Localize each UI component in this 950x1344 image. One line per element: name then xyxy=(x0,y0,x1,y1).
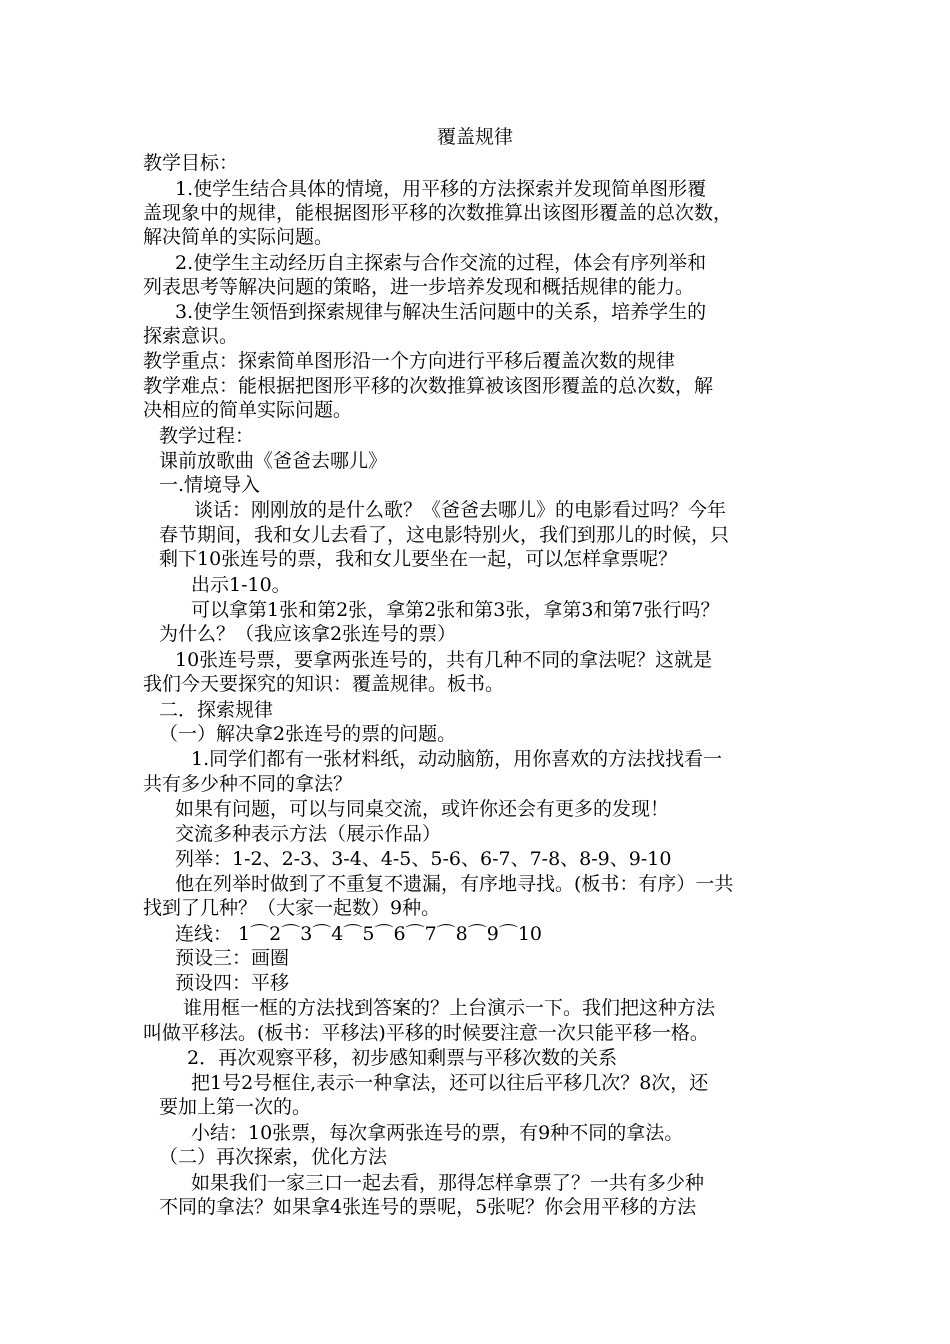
text-line: 解决简单的实际问题。 xyxy=(143,226,334,248)
text-line: 列举：1-2、2-3、3-4、4-5、5-6、6-7、7-8、8-9、9-10 xyxy=(175,848,672,870)
text-line: 交流多种表示方法（展示作品） xyxy=(175,823,442,845)
text-line: 教学过程： xyxy=(159,425,255,447)
document-title: 覆盖规律 xyxy=(436,126,513,148)
text-line: 我们今天要探究的知识：覆盖规律。板书。 xyxy=(143,673,505,695)
text-line: 1.使学生结合具体的情境，用平移的方法探索并发现简单图形覆 xyxy=(175,178,707,200)
text-line: 10张连号票，要拿两张连号的，共有几种不同的拿法呢？这就是 xyxy=(175,649,713,671)
text-line: 盖现象中的规律，能根据图形平移的次数推算出该图形覆盖的总次数， xyxy=(143,202,733,224)
text-line: 出示1-10。 xyxy=(191,574,291,596)
text-line: 小结：10张票，每次拿两张连号的票，有9种不同的拿法。 xyxy=(191,1122,684,1144)
text-line: （二）再次探索，优化方法 xyxy=(159,1146,388,1168)
text-line: 共有多少种不同的拿法？ xyxy=(143,773,353,795)
text-line: 叫做平移法。(板书：平移法)平移的时候要注意一次只能平移一格。 xyxy=(143,1022,709,1044)
text-line: 教学难点：能根据把图形平移的次数推算被该图形覆盖的总次数，解 xyxy=(143,375,714,397)
text-line: 教学重点：探索简单图形沿一个方向进行平移后覆盖次数的规律 xyxy=(143,350,676,372)
text-line: 预设三：画圈 xyxy=(175,947,290,969)
text-line: 要加上第一次的。 xyxy=(159,1096,312,1118)
text-line: 列表思考等解决问题的策略，进一步培养发现和概括规律的能力。 xyxy=(143,276,695,298)
text-line: 剩下10张连号的票，我和女儿要坐在一起，可以怎样拿票呢？ xyxy=(159,548,678,570)
text-line: 预设四：平移 xyxy=(175,972,290,994)
text-line: 不同的拿法？如果拿4张连号的票呢，5张呢？你会用平移的方法 xyxy=(159,1196,697,1218)
text-line: 2．再次观察平移，初步感知剩票与平移次数的关系 xyxy=(187,1047,618,1069)
text-line: 谈话：刚刚放的是什么歌？《爸爸去哪儿》的电影看过吗？今年 xyxy=(194,499,727,521)
text-line: 连线： 1⌒2⌒3⌒4⌒5⌒6⌒7⌒8⌒9⌒10 xyxy=(175,923,543,945)
text-line: （一）解决拿2张连号的票的问题。 xyxy=(159,723,457,745)
section-heading: 一.情境导入 xyxy=(159,474,261,496)
text-line: 课前放歌曲《爸爸去哪儿》 xyxy=(159,450,388,472)
text-line: 如果我们一家三口一起去看，那得怎样拿票了？一共有多少种 xyxy=(191,1172,705,1194)
text-line: 1.同学们都有一张材料纸，动动脑筋，用你喜欢的方法找找看一 xyxy=(191,748,723,770)
text-line: 找到了几种？（大家一起数）9种。 xyxy=(143,897,441,919)
text-line: 如果有问题，可以与同桌交流，或许你还会有更多的发现！ xyxy=(175,798,670,820)
text-line: 春节期间，我和女儿去看了，这电影特别火，我们到那儿的时候，只 xyxy=(159,524,730,546)
text-line: 谁用框一框的方法找到答案的？上台演示一下。我们把这种方法 xyxy=(183,997,716,1019)
text-line: 教学目标： xyxy=(143,152,239,174)
text-line: 为什么？（我应该拿2张连号的票） xyxy=(159,623,457,645)
text-line: 把1号2号框住,表示一种拿法，还可以往后平移几次？8次，还 xyxy=(191,1072,709,1094)
text-line: 可以拿第1张和第2张，拿第2张和第3张，拿第3和第7张行吗？ xyxy=(191,599,720,621)
text-line: 2.使学生主动经历自主探索与合作交流的过程，体会有序列举和 xyxy=(175,252,707,274)
text-line: 探索意识。 xyxy=(143,325,239,347)
section-heading: 二．探索规律 xyxy=(159,699,274,721)
text-line: 决相应的简单实际问题。 xyxy=(143,399,353,421)
text-line: 3.使学生领悟到探索规律与解决生活问题中的关系，培养学生的 xyxy=(175,301,707,323)
text-line: 他在列举时做到了不重复不遗漏，有序地寻找。(板书：有序）一共 xyxy=(175,873,734,895)
